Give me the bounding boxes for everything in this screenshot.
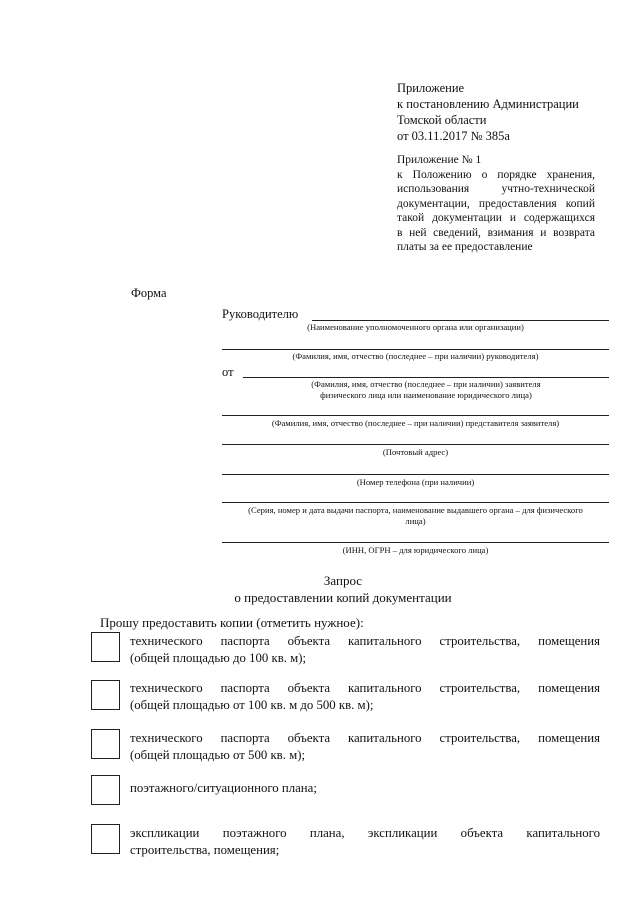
from-label: от [222, 365, 234, 379]
option-1-line-2: (общей площадью до 100 кв. м); [130, 651, 307, 665]
request-subtitle: о предоставлении копий документации [234, 590, 452, 605]
appendix-title: Приложение № 1 [397, 154, 482, 166]
appendix-line-2: использования учтно-технической [397, 183, 595, 195]
form-label: Форма [131, 286, 167, 300]
organ-field[interactable] [312, 320, 609, 321]
passport-caption-1: (Серия, номер и дата выдачи паспорта, наименование выдавшего органа – для физического [248, 505, 583, 515]
address-caption: (Почтовый адрес) [382, 447, 449, 457]
header-line-1: Приложение [397, 81, 465, 95]
appendix-line-1: к Положению о порядке хранения, [397, 168, 595, 181]
option-5-line-2: строительства, помещения; [130, 843, 280, 857]
passport-caption [222, 505, 609, 527]
request-intro: Прошу предоставить копии (отметить нужное): [100, 615, 364, 630]
header-block [397, 80, 579, 144]
request-title: Запрос [323, 573, 363, 588]
header-line-2: к постановлению Администрации [397, 97, 579, 111]
to-label: Руководителю [222, 307, 299, 321]
option-3-line-2: (общей площадью от 500 кв. м); [130, 748, 306, 762]
head-name-field[interactable] [222, 349, 609, 350]
header-line-3: Томской области [397, 113, 487, 127]
option-2-line-1: технического паспорта объекта капитального строительства, помещения [130, 681, 600, 695]
option-4-line-1: поэтажного/ситуационного плана; [130, 781, 317, 795]
checkbox-option-1[interactable] [91, 632, 120, 662]
checkbox-option-3[interactable] [91, 729, 120, 759]
option-5-text [130, 825, 600, 859]
address-field[interactable] [222, 444, 609, 445]
checkbox-option-4[interactable] [91, 775, 120, 805]
option-1-line-1: технического паспорта объекта капитального строительства, помещения [130, 634, 600, 648]
applicant-caption [243, 379, 609, 401]
phone-caption: (Номер телефона (при наличии) [356, 477, 475, 487]
checkbox-option-5[interactable] [91, 824, 120, 854]
passport-caption-2: лица) [405, 516, 426, 526]
option-5-line-1: экспликации поэтажного плана, экспликации объекта капитального [130, 826, 600, 840]
header-line-4: от 03.11.2017 № 385а [397, 129, 510, 143]
applicant-caption-2: физического лица или наименование юридического лица) [320, 390, 532, 400]
option-2-text [130, 680, 600, 714]
applicant-field[interactable] [243, 377, 609, 378]
appendix-line-3: документации, предоставления копий [397, 197, 595, 210]
appendix-line-5: в ней сведений, взимания и возврата [397, 226, 595, 239]
representative-field[interactable] [222, 415, 609, 416]
phone-field[interactable] [222, 474, 609, 475]
inn-field[interactable] [222, 542, 609, 543]
organ-caption: (Наименование уполномоченного органа или организации) [307, 322, 524, 332]
applicant-caption-1: (Фамилия, имя, отчество (последнее – при наличии) заявителя [311, 379, 541, 389]
passport-field[interactable] [222, 502, 609, 503]
option-1-text [130, 633, 600, 667]
option-3-line-1: технического паспорта объекта капитального строительства, помещения [130, 731, 600, 745]
option-3-text [130, 730, 600, 764]
appendix-block [397, 153, 595, 255]
checkbox-option-2[interactable] [91, 680, 120, 710]
inn-caption: (ИНН, ОГРН – для юридического лица) [342, 545, 489, 555]
head-name-caption: (Фамилия, имя, отчество (последнее – при наличии) руководителя) [292, 351, 539, 361]
representative-caption: (Фамилия, имя, отчество (последнее – при наличии) представителя заявителя) [271, 418, 560, 428]
appendix-line-6: платы за ее предоставление [397, 241, 533, 253]
appendix-line-4: такой документации и содержащихся [397, 212, 595, 224]
option-2-line-2: (общей площадью от 100 кв. м до 500 кв. м); [130, 698, 374, 712]
option-4-text [130, 780, 600, 797]
